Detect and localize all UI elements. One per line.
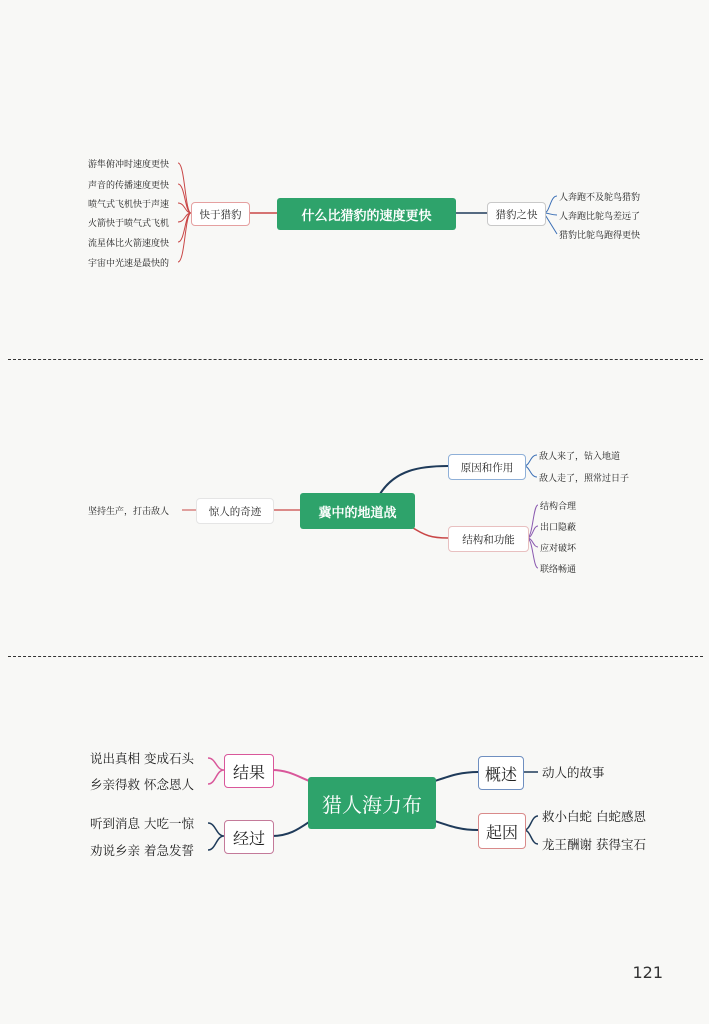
map2-left-leaf: 坚持生产，打击敌人 (88, 507, 170, 517)
map1-topic-right: 猎豹之快 (487, 202, 546, 226)
map1-left-leaf: 火箭快于喷气式飞机 (88, 219, 170, 229)
map2-right-leaf: 联络畅通 (540, 565, 577, 575)
map3-right-leaf: 动人的故事 (542, 765, 605, 780)
map3-topic-left-2: 经过 (224, 820, 274, 854)
map1-right-leaf: 人奔跑比鸵鸟差远了 (559, 212, 641, 222)
map2-right-leaf: 敌人来了，钻入地道 (539, 452, 621, 462)
map3-left-leaf: 劝说乡亲 着急发誓 (90, 843, 194, 858)
map1-right-leaf: 猎豹比鸵鸟跑得更快 (559, 231, 641, 241)
map3-right-leaf: 救小白蛇 白蛇感恩 (542, 809, 646, 824)
map3-topic-right-2: 起因 (478, 813, 526, 849)
map3-left-leaf: 说出真相 变成石头 (90, 751, 194, 766)
map2-right-leaf: 结构合理 (540, 502, 577, 512)
map1-left-leaf: 宇宙中光速是最快的 (88, 259, 170, 269)
section-divider (8, 656, 703, 657)
map1-left-leaf: 喷气式飞机快于声速 (88, 200, 170, 210)
map3-left-leaf: 乡亲得救 怀念恩人 (90, 777, 194, 792)
map1-right-leaf: 人奔跑不及鸵鸟猎豹 (559, 193, 641, 203)
map3-topic-left-1: 结果 (224, 754, 274, 788)
map2-topic-left: 惊人的奇迹 (196, 498, 274, 524)
map3-topic-right-1: 概述 (478, 756, 524, 790)
map2-topic-right-2: 结构和功能 (448, 526, 529, 552)
map1-left-leaf: 声音的传播速度更快 (88, 181, 170, 191)
map3-right-leaf: 龙王酬谢 获得宝石 (542, 837, 646, 852)
map2-right-leaf: 出口隐蔽 (540, 523, 577, 533)
map2-center-node: 冀中的地道战 (300, 493, 415, 529)
map1-topic-left: 快于猎豹 (191, 202, 250, 226)
map1-left-leaf: 游隼俯冲时速度更快 (88, 160, 170, 170)
map2-right-leaf: 应对破坏 (540, 544, 577, 554)
page-number: 121 (632, 963, 663, 982)
map1-center-node: 什么比猎豹的速度更快 (277, 198, 456, 230)
map1-left-leaf: 流星体比火箭速度快 (88, 239, 170, 249)
map3-center-node: 猎人海力布 (308, 777, 436, 829)
map2-topic-right-1: 原因和作用 (448, 454, 526, 480)
map3-left-leaf: 听到消息 大吃一惊 (90, 816, 194, 831)
section-divider (8, 359, 703, 360)
map2-right-leaf: 敌人走了，照常过日子 (539, 474, 630, 484)
